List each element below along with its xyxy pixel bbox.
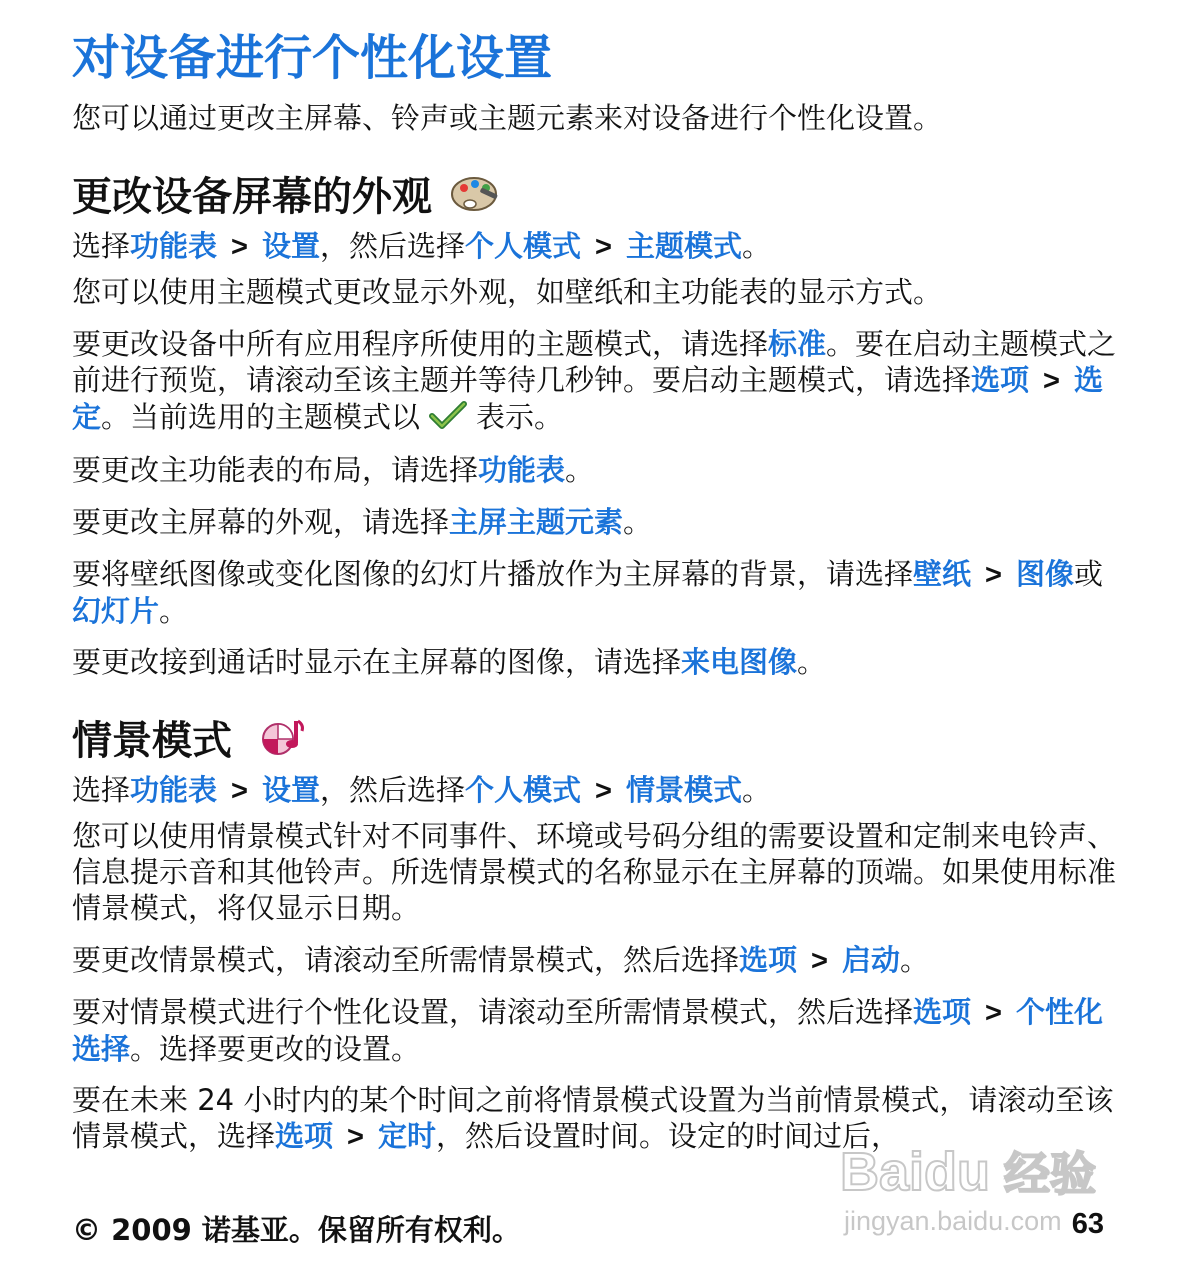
menu-path-profiles <box>72 772 1117 809</box>
select-link[interactable]: 选定 <box>72 363 1103 434</box>
path-separator: > <box>811 945 828 977</box>
activate-link[interactable]: 启动 <box>841 943 900 977</box>
image-link[interactable]: 图像 <box>1015 557 1074 591</box>
text-run: 要将壁纸图像或变化图像的幻灯片播放作为主屏幕的背景，请选择 <box>72 557 914 591</box>
menu-link[interactable]: 功能表 <box>130 773 218 807</box>
call-image-link[interactable]: 来电图像 <box>681 645 798 679</box>
section-heading-text: 更改设备屏幕的外观 <box>72 174 432 220</box>
text-run: 要更改主功能表的布局，请选择 <box>72 453 479 487</box>
path-separator: > <box>985 559 1002 591</box>
options-link[interactable]: 选项 <box>275 1119 334 1153</box>
text-run: 。 <box>565 453 595 487</box>
path-separator: > <box>1043 365 1060 397</box>
path-text: ，然后选择 <box>319 773 465 807</box>
text-run: 或 <box>1073 557 1103 591</box>
menu-layout-paragraph <box>72 452 1117 488</box>
standard-link[interactable]: 标准 <box>768 327 827 361</box>
wallpaper-link[interactable]: 壁纸 <box>913 557 972 591</box>
path-separator: > <box>595 775 612 807</box>
themes-description: 您可以使用主题模式更改显示外观，如壁纸和主功能表的显示方式。 <box>72 275 943 309</box>
copyright-text: © 2009 诺基亚。保留所有权利。 <box>72 1213 521 1247</box>
path-separator: > <box>985 997 1002 1029</box>
watermark-cn: 经验 <box>1004 1147 1096 1201</box>
checkmark-icon <box>428 400 468 438</box>
watermark-brand: Baidu <box>840 1142 991 1202</box>
text-run: 。要在启动主题模式之前进行预览，请滚动至该主题并等待几秒钟。要启动主题模式，请选择 <box>72 327 1117 397</box>
intro-paragraph: 您可以通过更改主屏幕、铃声或主题元素来对设备进行个性化设置。 <box>72 101 943 135</box>
text-run: 。 <box>899 943 929 977</box>
path-separator: > <box>231 231 248 263</box>
home-screen-paragraph <box>72 504 1117 540</box>
call-image-paragraph <box>72 644 1117 680</box>
page-number: 63 <box>1071 1208 1104 1240</box>
slideshow-link[interactable]: 幻灯片 <box>72 594 160 628</box>
themes-link[interactable]: 主题模式 <box>625 229 742 263</box>
options-link[interactable]: 选项 <box>971 363 1030 397</box>
text-run: 。 <box>797 645 827 679</box>
personalize-link[interactable]: 个性化选择 <box>72 995 1103 1066</box>
path-prefix: 选择 <box>72 773 131 807</box>
menu-link[interactable]: 功能表 <box>130 229 218 263</box>
palette-icon <box>450 173 500 225</box>
settings-link[interactable]: 设置 <box>261 229 320 263</box>
path-separator: > <box>231 775 248 807</box>
menu-path-appearance <box>72 228 1117 265</box>
text-run: 。 <box>159 594 189 628</box>
text-run: 。当前选用的主题模式以 <box>101 400 421 434</box>
section-heading-profiles <box>72 716 306 769</box>
text-run: 要更改主屏幕的外观，请选择 <box>72 505 450 539</box>
profiles-link[interactable]: 情景模式 <box>625 773 742 807</box>
text-run: 要更改接到通话时显示在主屏幕的图像，请选择 <box>72 645 682 679</box>
path-separator: > <box>595 231 612 263</box>
profiles-icon <box>260 717 306 769</box>
path-end: 。 <box>741 773 771 807</box>
path-separator: > <box>347 1121 364 1153</box>
path-end: 。 <box>741 229 771 263</box>
wallpaper-paragraph <box>72 556 1117 629</box>
watermark-url: jingyan.baidu.com <box>844 1206 1062 1236</box>
path-prefix: 选择 <box>72 229 131 263</box>
menu-link[interactable]: 功能表 <box>478 453 566 487</box>
path-text: ，然后选择 <box>319 229 465 263</box>
text-run: 。选择要更改的设置。 <box>130 1032 421 1066</box>
page-title: 对设备进行个性化设置 <box>72 30 553 86</box>
text-run: 要对情景模式进行个性化设置，请滚动至所需情景模式，然后选择 <box>72 995 914 1029</box>
settings-link[interactable]: 设置 <box>261 773 320 807</box>
options-link[interactable]: 选项 <box>913 995 972 1029</box>
text-run: 要在未来 24 小时内的某个时间之前将情景模式设置为当前情景模式，请滚动至该情景模式，选择 <box>72 1083 1114 1153</box>
themes-paragraph <box>72 326 1117 438</box>
section-heading-text: 情景模式 <box>72 718 232 764</box>
text-run: 表示。 <box>476 400 564 434</box>
text-run: 。 <box>623 505 653 539</box>
profiles-description: 您可以使用情景模式针对不同事件、环境或号码分组的需要设置和定制来电铃声、信息提示音和其他铃声。所选情景模式的名称显示在主屏幕的顶端。如果使用标准情景模式，将仅显示日期。 <box>72 819 1117 925</box>
text-run: 要更改设备中所有应用程序所使用的主题模式，请选择 <box>72 327 769 361</box>
text-run: 要更改情景模式，请滚动至所需情景模式，然后选择 <box>72 943 740 977</box>
personal-mode-link[interactable]: 个人模式 <box>465 229 582 263</box>
timed-link[interactable]: 定时 <box>377 1119 436 1153</box>
section-heading-appearance <box>72 172 500 225</box>
text-run: ，然后设置时间。设定的时间过后， <box>435 1119 900 1153</box>
personalize-profile-paragraph <box>72 994 1117 1067</box>
options-link[interactable]: 选项 <box>739 943 798 977</box>
home-theme-link[interactable]: 主屏主题元素 <box>449 505 624 539</box>
change-profile-paragraph <box>72 942 1117 979</box>
personal-mode-link[interactable]: 个人模式 <box>465 773 582 807</box>
